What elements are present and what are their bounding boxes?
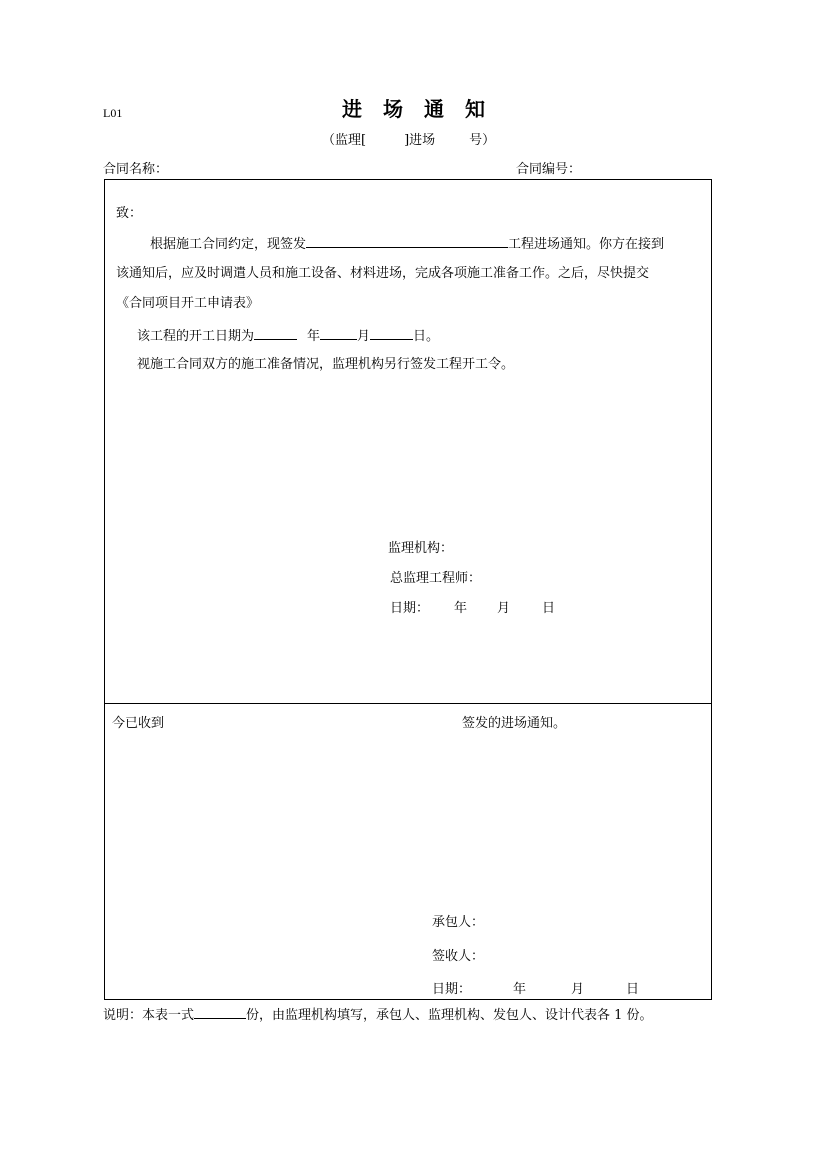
notice-line-5: 视施工合同双方的施工准备情况，监理机构另行签发工程开工令。 xyxy=(137,357,515,372)
chief-engineer-label: 总监理工程师： xyxy=(390,571,482,586)
notice-date-day: 日 xyxy=(542,601,556,616)
contract-no-label: 合同编号： xyxy=(516,162,582,177)
start-day-label: 日。 xyxy=(413,329,440,344)
signer-label: 签收人： xyxy=(432,949,485,964)
copies-blank[interactable] xyxy=(194,1006,246,1019)
notice-date-year: 年 xyxy=(454,601,468,616)
start-date-prefix: 该工程的开工日期为 xyxy=(137,329,255,344)
project-name-blank[interactable] xyxy=(306,235,508,248)
supervision-org-label: 监理机构： xyxy=(388,541,454,556)
receipt-date-day: 日 xyxy=(626,982,640,997)
to-label: 致： xyxy=(116,206,143,221)
subtitle-open: （监理[ xyxy=(322,133,367,148)
footer-note-a: 说明：本表一式 xyxy=(103,1008,195,1023)
subtitle-mid: ]进场 xyxy=(404,133,436,148)
notice-line-1 xyxy=(150,235,664,253)
start-date-line xyxy=(137,327,439,345)
start-month-label: 月 xyxy=(357,329,371,344)
contractor-label: 承包人： xyxy=(432,915,485,930)
section-divider xyxy=(104,703,712,704)
receipt-date-month: 月 xyxy=(571,982,585,997)
notice-line-2: 该通知后，应及时调遣人员和施工设备、材料进场，完成各项施工准备工作。之后，尽快提交 xyxy=(116,266,650,281)
page-title: 进场通知 xyxy=(342,97,506,121)
contract-name-label: 合同名称： xyxy=(103,162,169,177)
start-day-blank[interactable] xyxy=(370,327,413,340)
notice-date-line xyxy=(390,601,555,617)
notice-line-3: 《合同项目开工申请表》 xyxy=(116,296,260,311)
notice-line-1-b: 工程进场通知。你方在接到 xyxy=(508,237,665,252)
form-code: L01 xyxy=(103,106,123,120)
subtitle-end: 号） xyxy=(469,133,496,148)
form-number-line xyxy=(322,133,495,149)
footer-note-b: 份，由监理机构填写，承包人、监理机构、发包人、设计代表各 1 份。 xyxy=(246,1008,653,1023)
start-year-label: 年 xyxy=(307,329,321,344)
receipt-date-line xyxy=(432,982,639,998)
received-label: 今已收到 xyxy=(112,716,165,731)
notice-date-month: 月 xyxy=(497,601,511,616)
received-suffix: 签发的进场通知。 xyxy=(462,716,567,731)
notice-date-label: 日期： xyxy=(390,601,430,616)
receipt-date-label: 日期： xyxy=(432,982,472,997)
start-month-blank[interactable] xyxy=(320,327,357,340)
notice-line-1-a: 根据施工合同约定，现签发 xyxy=(150,237,307,252)
receipt-date-year: 年 xyxy=(513,982,527,997)
start-year-blank[interactable] xyxy=(254,327,297,340)
footer-note xyxy=(103,1006,653,1024)
